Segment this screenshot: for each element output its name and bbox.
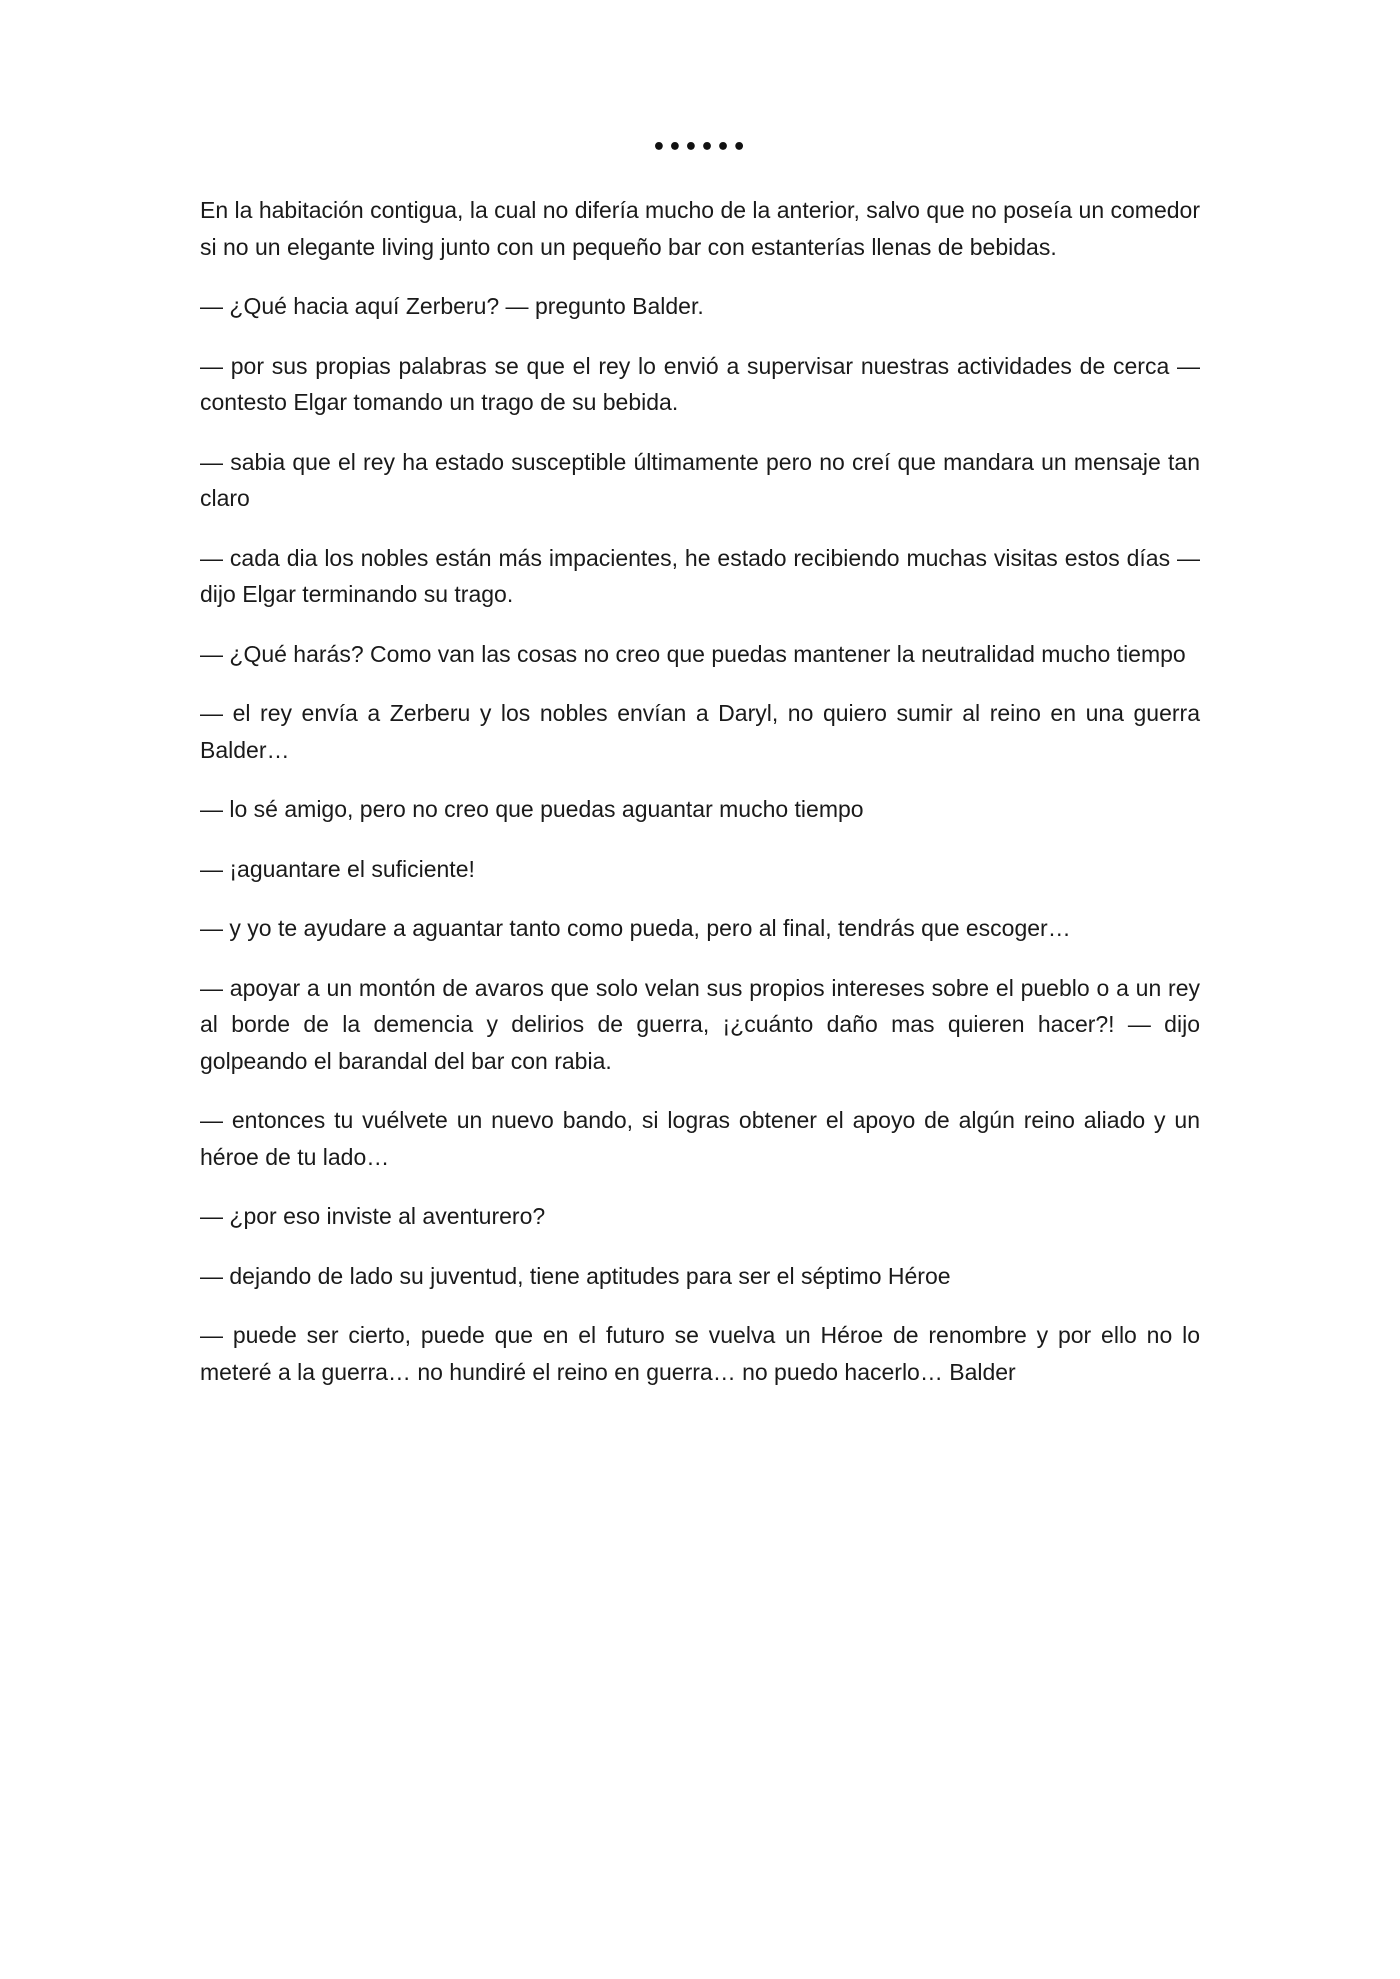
paragraph: — apoyar a un montón de avaros que solo velan sus propios intereses sobre el pueblo o a un rey al borde de la demencia y delirios de guerra, ¡¿cuánto daño mas quieren hacer?! — dijo golpeando el barandal del bar con rabia. (200, 974, 1200, 1074)
paragraph: — cada dia los nobles están más impacientes, he estado recibiendo muchas visitas estos días — dijo Elgar terminando su trago. (200, 544, 1200, 607)
paragraph: — por sus propias palabras se que el rey lo envió a supervisar nuestras actividades de cerca — contesto Elgar tomando un trago de su bebida. (200, 352, 1200, 415)
paragraph: — y yo te ayudare a aguantar tanto como pueda, pero al final, tendrás que escoger… (200, 915, 1071, 941)
paragraph: — ¿Qué hacia aquí Zerberu? — pregunto Balder. (200, 293, 704, 319)
paragraph: — el rey envía a Zerberu y los nobles envían a Daryl, no quiero sumir al reino en una guerra Balder… (200, 700, 1200, 763)
section-separator: •••••• (651, 135, 749, 160)
paragraph: — puede ser cierto, puede que en el futuro se vuelva un Héroe de renombre y por ello no lo meteré a la guerra… no hundiré el reino en guerra… no puedo hacerlo… Balder (200, 1322, 1200, 1385)
document-body (200, 192, 1200, 1413)
paragraph: — sabia que el rey ha estado susceptible últimamente pero no creí que mandara un mensaje tan claro (200, 448, 1200, 511)
paragraph: En la habitación contigua, la cual no difería mucho de la anterior, salvo que no poseía un comedor si no un elegante living junto con un pequeño bar con estanterías llenas de bebidas. (200, 197, 1200, 260)
paragraph: — lo sé amigo, pero no creo que puedas aguantar mucho tiempo (200, 796, 864, 822)
paragraph: — ¿por eso inviste al aventurero? (200, 1203, 546, 1229)
paragraph: — entonces tu vuélvete un nuevo bando, si logras obtener el apoyo de algún reino aliado y un héroe de tu lado… (200, 1107, 1200, 1170)
paragraph: — dejando de lado su juventud, tiene aptitudes para ser el séptimo Héroe (200, 1262, 951, 1289)
paragraph: — ¡aguantare el suficiente! (200, 855, 475, 882)
paragraph: — ¿Qué harás? Como van las cosas no creo que puedas mantener la neutralidad mucho tiempo (200, 640, 1186, 667)
